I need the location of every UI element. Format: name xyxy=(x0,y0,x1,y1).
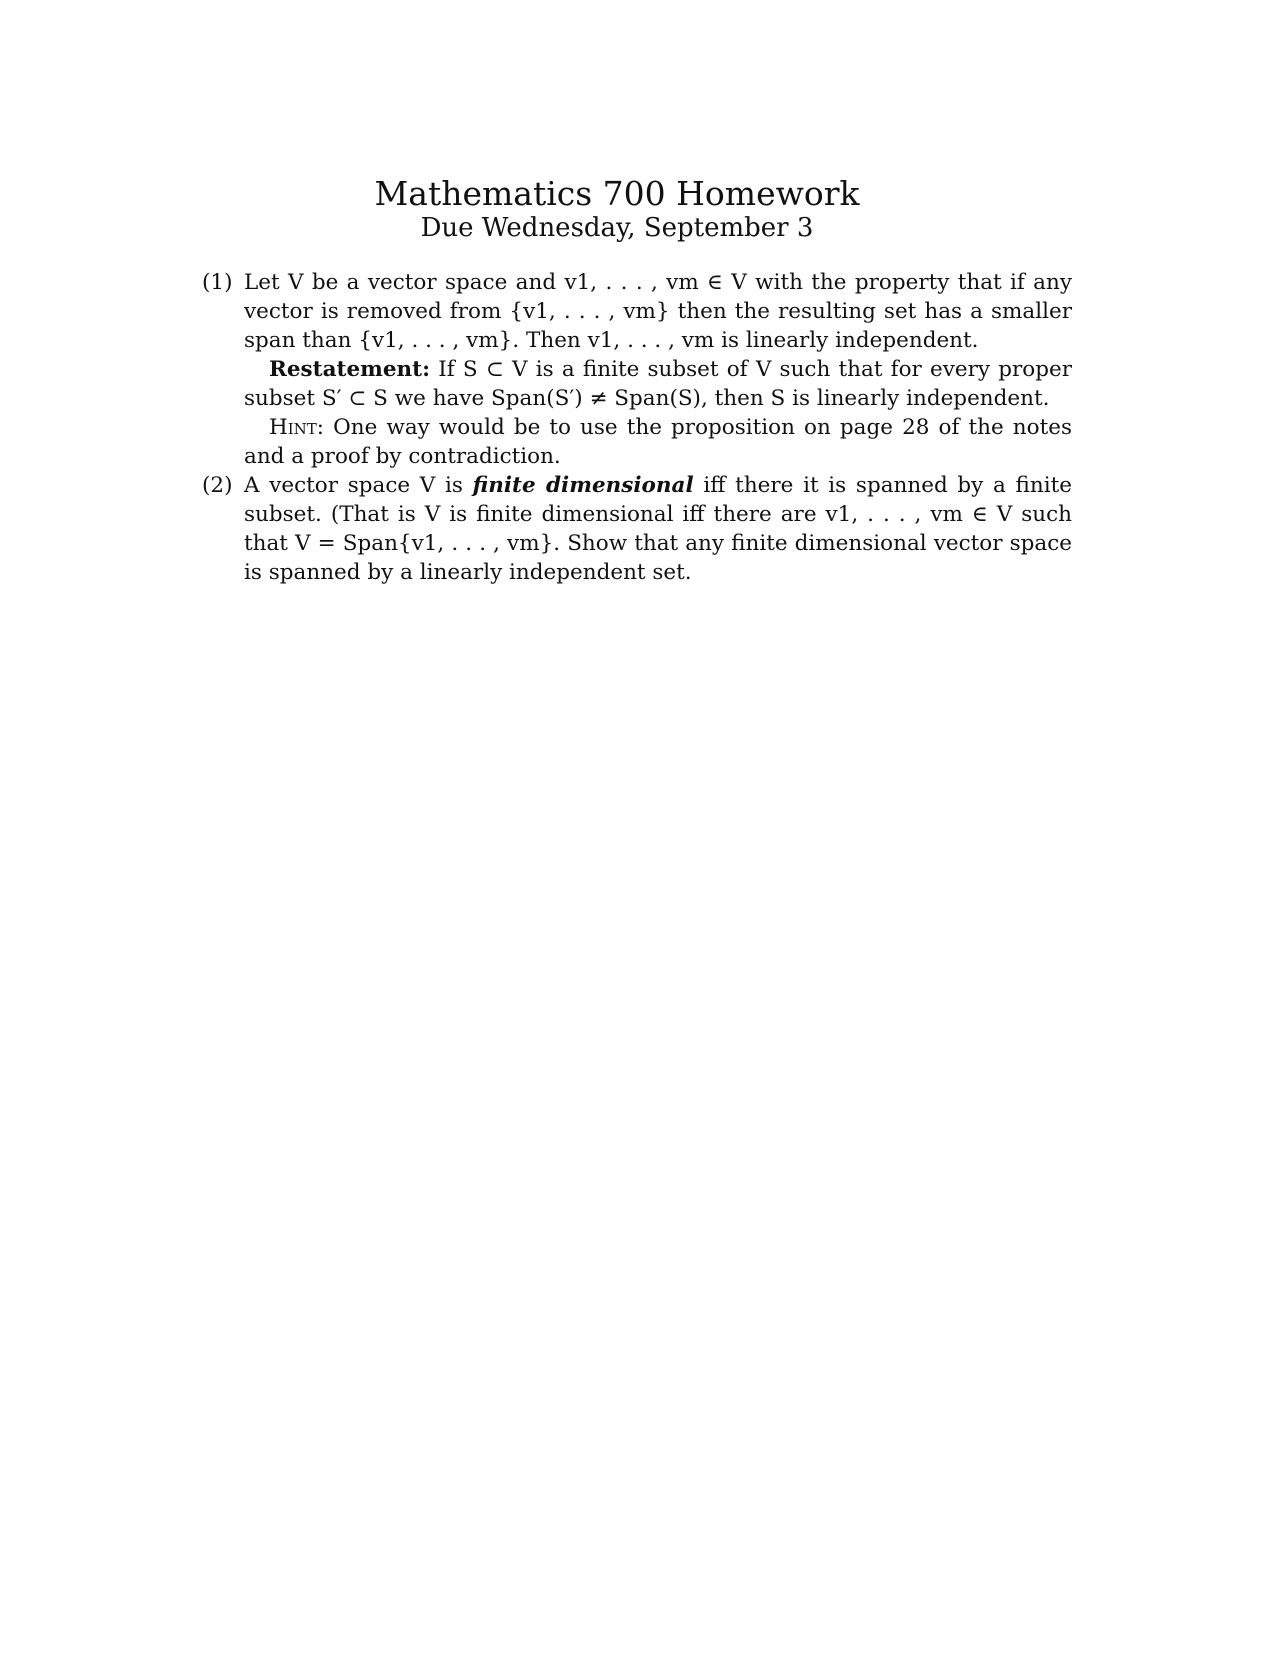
restatement xyxy=(244,355,1072,413)
problem-number: (1) xyxy=(202,270,233,295)
problem-number: (2) xyxy=(202,473,233,498)
defined-term: finite dimensional xyxy=(472,473,694,498)
title-block xyxy=(0,176,1234,244)
due-date: Due Wednesday, September 3 xyxy=(420,213,814,243)
restatement-label: Restatement: xyxy=(269,357,431,382)
problem-1 xyxy=(202,268,1072,471)
hint-text: One way would be to use the proposition on page 28 of the notes and a proof by contradiction. xyxy=(244,415,1072,469)
problem-2 xyxy=(202,471,1072,587)
problem-list xyxy=(202,268,1072,587)
hint xyxy=(244,413,1072,471)
problem-statement xyxy=(244,471,1072,587)
page-title: Mathematics 700 Homework xyxy=(374,174,860,213)
statement-start: A vector space V is xyxy=(244,473,463,498)
statement-end: iff there it is spanned by a finite subset. (That is V is finite dimensional iff there are v1, . . . , vm ∈ V such that V = Span{v1, . . . , vm}. Show that any finite dimensional vector space is spanned by a linearly independent set. xyxy=(244,473,1072,585)
hint-label: Hint: xyxy=(269,415,325,440)
restatement-text: If S ⊂ V is a finite subset of V such that for every proper subset S′ ⊂ S we have Span(S′) ≠ Span(S), then S is linearly independent. xyxy=(244,357,1072,411)
problem-statement: Let V be a vector space and v1, . . . , vm ∈ V with the property that if any vector is removed from {v1, . . . , vm} then the resulting set has a smaller span than {v1, . . . , vm}. Then v1, . . . , vm is linearly independent. xyxy=(244,270,1072,353)
